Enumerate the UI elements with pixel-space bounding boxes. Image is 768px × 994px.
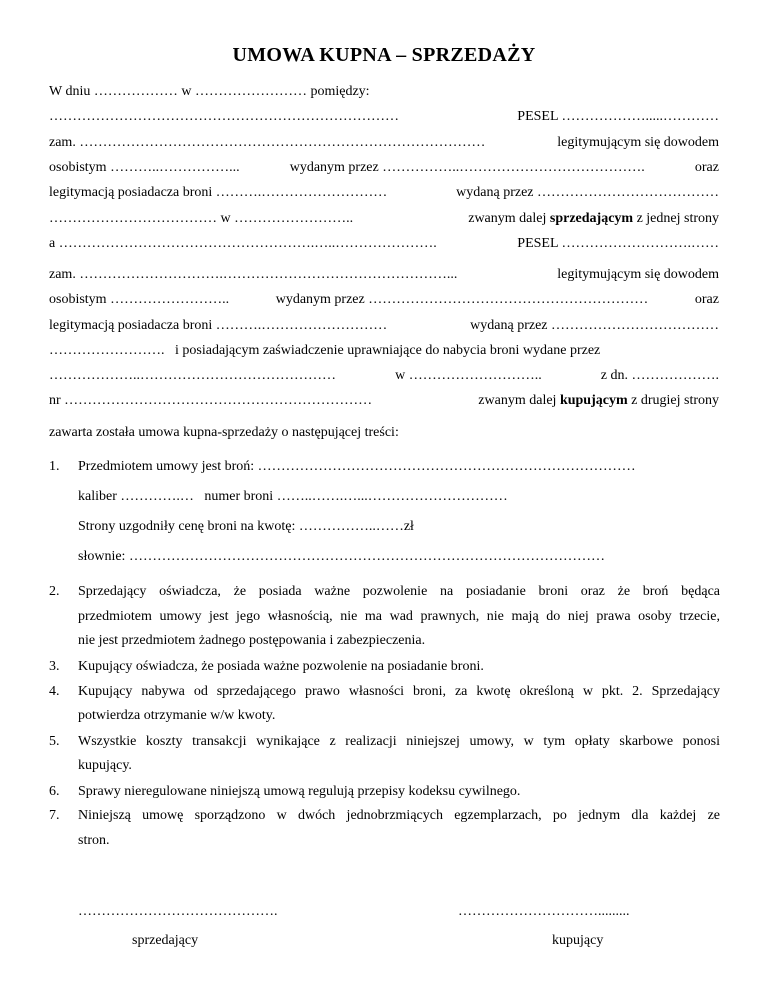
buyer-address-line: zam. ………………………….…………………………………………... legitymującym się dowodem [49, 267, 719, 282]
seller-signature-line: ……………………………………. [78, 904, 278, 919]
item-number-6: 6. [49, 784, 60, 799]
buyer-signature-label: kupujący [552, 933, 604, 948]
seller-license-line: legitymacją posiadacza broni ……….……………………… wydaną przez ………………………………… [49, 185, 719, 200]
buyer-signature-line: …………………………......... [458, 904, 630, 919]
item-2-line-2: przedmiotem umowy jest jego własnością, nie ma wad prawnych, nie mają do niej prawa osoby trzecie, [78, 609, 720, 624]
item-number-2: 2. [49, 584, 60, 599]
item-1-subject-line: Przedmiotem umowy jest broń: ……………………………………………………………………… [78, 459, 636, 474]
buyer-certificate-line: ……………………. i posiadającym zaświadczenie uprawniające do nabycia broni wydane przez [49, 343, 601, 358]
date-line: W dniu ……………… w …………………… pomiędzy: [49, 84, 370, 99]
item-4-line-1: Kupujący nabywa od sprzedającego prawo własności broni, za kwotę określoną w pkt. 2. Sprzedający [78, 684, 720, 699]
seller-id-line: osobistym ………..……………... wydanym przez ……………..…………………………………. oraz [49, 160, 719, 175]
item-3-line: Kupujący oświadcza, że posiada ważne pozwolenie na posiadanie broni. [78, 659, 484, 674]
item-2-line-1: Sprzedający oświadcza, że posiada ważne pozwolenie na posiadanie broni oraz że broń będąca [78, 584, 720, 599]
item-4-line-2: potwierdza otrzymanie w/w kwoty. [78, 708, 276, 723]
item-1-caliber-line: kaliber ………….… numer broni ……..…….…...………………………… [78, 489, 508, 504]
item-7-line-2: stron. [78, 833, 110, 848]
item-number-7: 7. [49, 808, 60, 823]
buyer-name-line: a ……………………………………………….…..…………………. PESEL ……………………….…… [49, 236, 719, 251]
item-2-line-3: nie jest przedmiotem żadnego postępowania i zabezpieczenia. [78, 633, 426, 648]
buyer-certificate-issuer-line: ………………..…………………………………… w ……………………….. z dn. ………………. [49, 368, 719, 383]
seller-role-line: ……………………………… w …………………….. zwanym dalej sprzedającym z jednej strony [49, 211, 719, 226]
item-7-line-1: Niniejszą umowę sporządzono w dwóch jednobrzmiących egzemplarzach, po jednym dla każdej ze [78, 808, 720, 823]
item-number-5: 5. [49, 734, 60, 749]
item-1-price-line: Strony uzgodniły cenę broni na kwotę: ……………..……zł [78, 519, 414, 534]
seller-address-line: zam. …………………………………………………………………………… legitymującym się dowodem [49, 135, 719, 150]
item-6-line: Sprawy nieregulowane niniejszą umową regulują przepisy kodeksu cywilnego. [78, 784, 521, 799]
item-number-1: 1. [49, 459, 60, 474]
contract-intro-line: zawarta została umowa kupna-sprzedaży o następującej treści: [49, 425, 399, 440]
document-title: UMOWA KUPNA – SPRZEDAŻY [232, 44, 536, 66]
buyer-license-line: legitymacją posiadacza broni ……….……………………… wydaną przez ……………………………… [49, 318, 719, 333]
item-5-line-1: Wszystkie koszty transakcji wynikające z realizacji niniejszej umowy, w tym opłaty skarbowe ponosi [78, 734, 720, 749]
seller-name-line: ………………………………………………………………… PESEL ……………….....………… [49, 109, 719, 124]
item-number-4: 4. [49, 684, 60, 699]
item-number-3: 3. [49, 659, 60, 674]
buyer-role-line: nr ………………………………………………………… zwanym dalej kupującym z drugiej strony [49, 393, 719, 408]
seller-signature-label: sprzedający [132, 933, 199, 948]
item-1-words-line: słownie: ………………………………………………………………………………………… [78, 549, 605, 564]
item-5-line-2: kupujący. [78, 758, 132, 773]
buyer-id-line: osobistym …………………….. wydanym przez …………………………………………………… oraz [49, 292, 719, 307]
